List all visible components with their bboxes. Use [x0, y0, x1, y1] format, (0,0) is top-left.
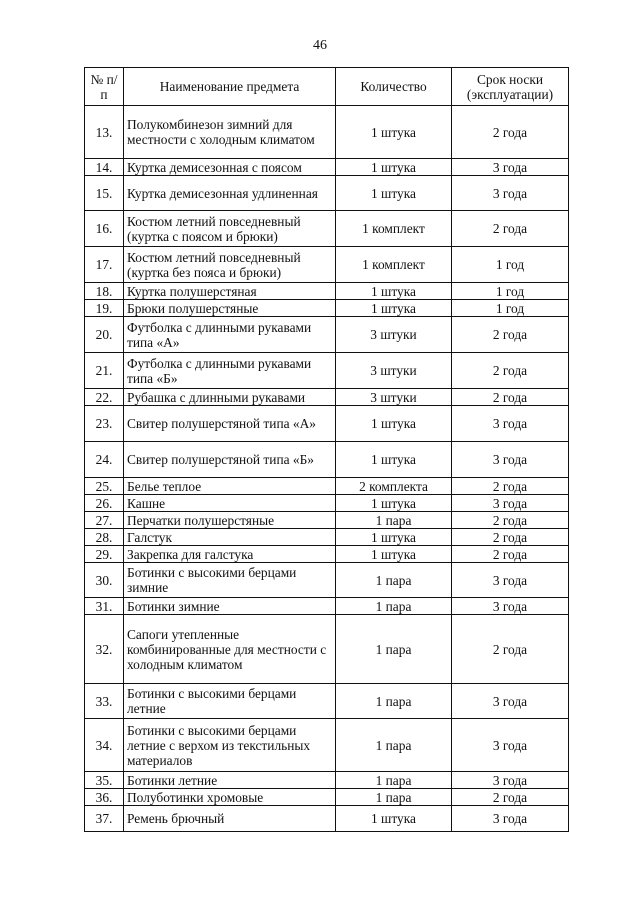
row-qty: 1 штука	[336, 159, 452, 176]
row-num: 16.	[85, 211, 124, 247]
row-name: Рубашка с длинными рукавами	[124, 389, 336, 406]
row-name: Костюм летний повседневный (куртка с поясом и брюки)	[124, 211, 336, 247]
row-num: 27.	[85, 512, 124, 529]
row-num: 30.	[85, 563, 124, 598]
table-row	[85, 176, 569, 211]
row-term: 3 года	[452, 495, 569, 512]
row-term: 2 года	[452, 317, 569, 353]
row-term: 2 года	[452, 789, 569, 806]
row-num: 36.	[85, 789, 124, 806]
row-name: Футболка с длинными рукавами типа «А»	[124, 317, 336, 353]
row-num: 17.	[85, 247, 124, 283]
row-name: Ботинки летние	[124, 772, 336, 789]
row-term: 2 года	[452, 353, 569, 389]
row-qty: 1 штука	[336, 529, 452, 546]
table-row	[85, 495, 569, 512]
row-name: Ботинки с высокими берцами летние	[124, 684, 336, 719]
table-row	[85, 478, 569, 495]
row-term: 3 года	[452, 598, 569, 615]
row-term: 1 год	[452, 247, 569, 283]
row-term: 3 года	[452, 406, 569, 442]
row-term: 2 года	[452, 389, 569, 406]
row-term: 2 года	[452, 529, 569, 546]
table-row	[85, 789, 569, 806]
row-num: 33.	[85, 684, 124, 719]
row-term: 3 года	[452, 806, 569, 832]
table-row	[85, 317, 569, 353]
row-qty: 1 штука	[336, 406, 452, 442]
row-num: 13.	[85, 106, 124, 159]
row-num: 22.	[85, 389, 124, 406]
row-qty: 1 штука	[336, 106, 452, 159]
row-num: 31.	[85, 598, 124, 615]
row-name: Перчатки полушерстяные	[124, 512, 336, 529]
row-term: 3 года	[452, 772, 569, 789]
table-row	[85, 529, 569, 546]
table-row	[85, 283, 569, 300]
table-row	[85, 806, 569, 832]
row-term: 3 года	[452, 159, 569, 176]
row-qty: 1 пара	[336, 615, 452, 684]
table-row	[85, 719, 569, 772]
row-term: 2 года	[452, 211, 569, 247]
row-qty: 1 штука	[336, 442, 452, 478]
table-row	[85, 159, 569, 176]
row-name: Куртка демисезонная с поясом	[124, 159, 336, 176]
row-num: 37.	[85, 806, 124, 832]
row-num: 35.	[85, 772, 124, 789]
row-term: 3 года	[452, 176, 569, 211]
row-num: 28.	[85, 529, 124, 546]
row-qty: 1 пара	[336, 789, 452, 806]
row-qty: 1 штука	[336, 283, 452, 300]
row-num: 20.	[85, 317, 124, 353]
row-name: Ботинки с высокими берцами зимние	[124, 563, 336, 598]
row-qty: 1 пара	[336, 598, 452, 615]
row-num: 18.	[85, 283, 124, 300]
table-row	[85, 353, 569, 389]
table-row	[85, 512, 569, 529]
row-qty: 1 пара	[336, 684, 452, 719]
row-name: Закрепка для галстука	[124, 546, 336, 563]
header-num: № п/п	[85, 68, 124, 106]
items-table	[84, 67, 569, 832]
table-row	[85, 211, 569, 247]
header-term: Срок носки (эксплуатации)	[452, 68, 569, 106]
row-num: 29.	[85, 546, 124, 563]
row-qty: 1 штука	[336, 495, 452, 512]
row-name: Ботинки с высокими берцами летние с верхом из текстильных материалов	[124, 719, 336, 772]
row-term: 2 года	[452, 478, 569, 495]
row-qty: 1 штука	[336, 806, 452, 832]
row-qty: 3 штуки	[336, 389, 452, 406]
row-qty: 1 пара	[336, 563, 452, 598]
row-num: 24.	[85, 442, 124, 478]
row-name: Кашне	[124, 495, 336, 512]
table-row	[85, 598, 569, 615]
row-term: 2 года	[452, 546, 569, 563]
table-row	[85, 406, 569, 442]
row-term: 1 год	[452, 300, 569, 317]
table-row	[85, 442, 569, 478]
row-name: Куртка полушерстяная	[124, 283, 336, 300]
row-num: 21.	[85, 353, 124, 389]
row-qty: 1 пара	[336, 772, 452, 789]
table-row	[85, 684, 569, 719]
row-term: 1 год	[452, 283, 569, 300]
table-row	[85, 615, 569, 684]
header-qty: Количество	[336, 68, 452, 106]
row-term: 2 года	[452, 615, 569, 684]
header-name: Наименование предмета	[124, 68, 336, 106]
row-num: 15.	[85, 176, 124, 211]
row-num: 25.	[85, 478, 124, 495]
row-num: 26.	[85, 495, 124, 512]
row-term: 3 года	[452, 442, 569, 478]
row-name: Костюм летний повседневный (куртка без пояса и брюки)	[124, 247, 336, 283]
row-name: Брюки полушерстяные	[124, 300, 336, 317]
row-num: 23.	[85, 406, 124, 442]
table-row	[85, 389, 569, 406]
row-num: 19.	[85, 300, 124, 317]
row-name: Сапоги утепленные комбинированные для местности с холодным климатом	[124, 615, 336, 684]
row-qty: 1 комплект	[336, 247, 452, 283]
row-name: Белье теплое	[124, 478, 336, 495]
row-num: 14.	[85, 159, 124, 176]
row-qty: 1 пара	[336, 512, 452, 529]
row-name: Галстук	[124, 529, 336, 546]
row-qty: 1 комплект	[336, 211, 452, 247]
row-term: 3 года	[452, 719, 569, 772]
row-qty: 3 штуки	[336, 353, 452, 389]
table-row	[85, 300, 569, 317]
row-qty: 3 штуки	[336, 317, 452, 353]
row-name: Куртка демисезонная удлиненная	[124, 176, 336, 211]
row-name: Ремень брючный	[124, 806, 336, 832]
row-name: Полуботинки хромовые	[124, 789, 336, 806]
row-term: 3 года	[452, 684, 569, 719]
header-row	[85, 68, 569, 106]
table-row	[85, 106, 569, 159]
table-row	[85, 247, 569, 283]
row-term: 2 года	[452, 106, 569, 159]
row-term: 2 года	[452, 512, 569, 529]
row-qty: 1 штука	[336, 546, 452, 563]
row-name: Свитер полушерстяной типа «А»	[124, 406, 336, 442]
row-qty: 1 штука	[336, 176, 452, 211]
row-term: 3 года	[452, 563, 569, 598]
row-qty: 2 комплекта	[336, 478, 452, 495]
row-name: Свитер полушерстяной типа «Б»	[124, 442, 336, 478]
row-name: Футболка с длинными рукавами типа «Б»	[124, 353, 336, 389]
row-qty: 1 штука	[336, 300, 452, 317]
page-number: 46	[313, 38, 327, 53]
table-row	[85, 546, 569, 563]
row-name: Полукомбинезон зимний для местности с холодным климатом	[124, 106, 336, 159]
row-name: Ботинки зимние	[124, 598, 336, 615]
table-row	[85, 563, 569, 598]
row-qty: 1 пара	[336, 719, 452, 772]
row-num: 32.	[85, 615, 124, 684]
table-row	[85, 772, 569, 789]
row-num: 34.	[85, 719, 124, 772]
